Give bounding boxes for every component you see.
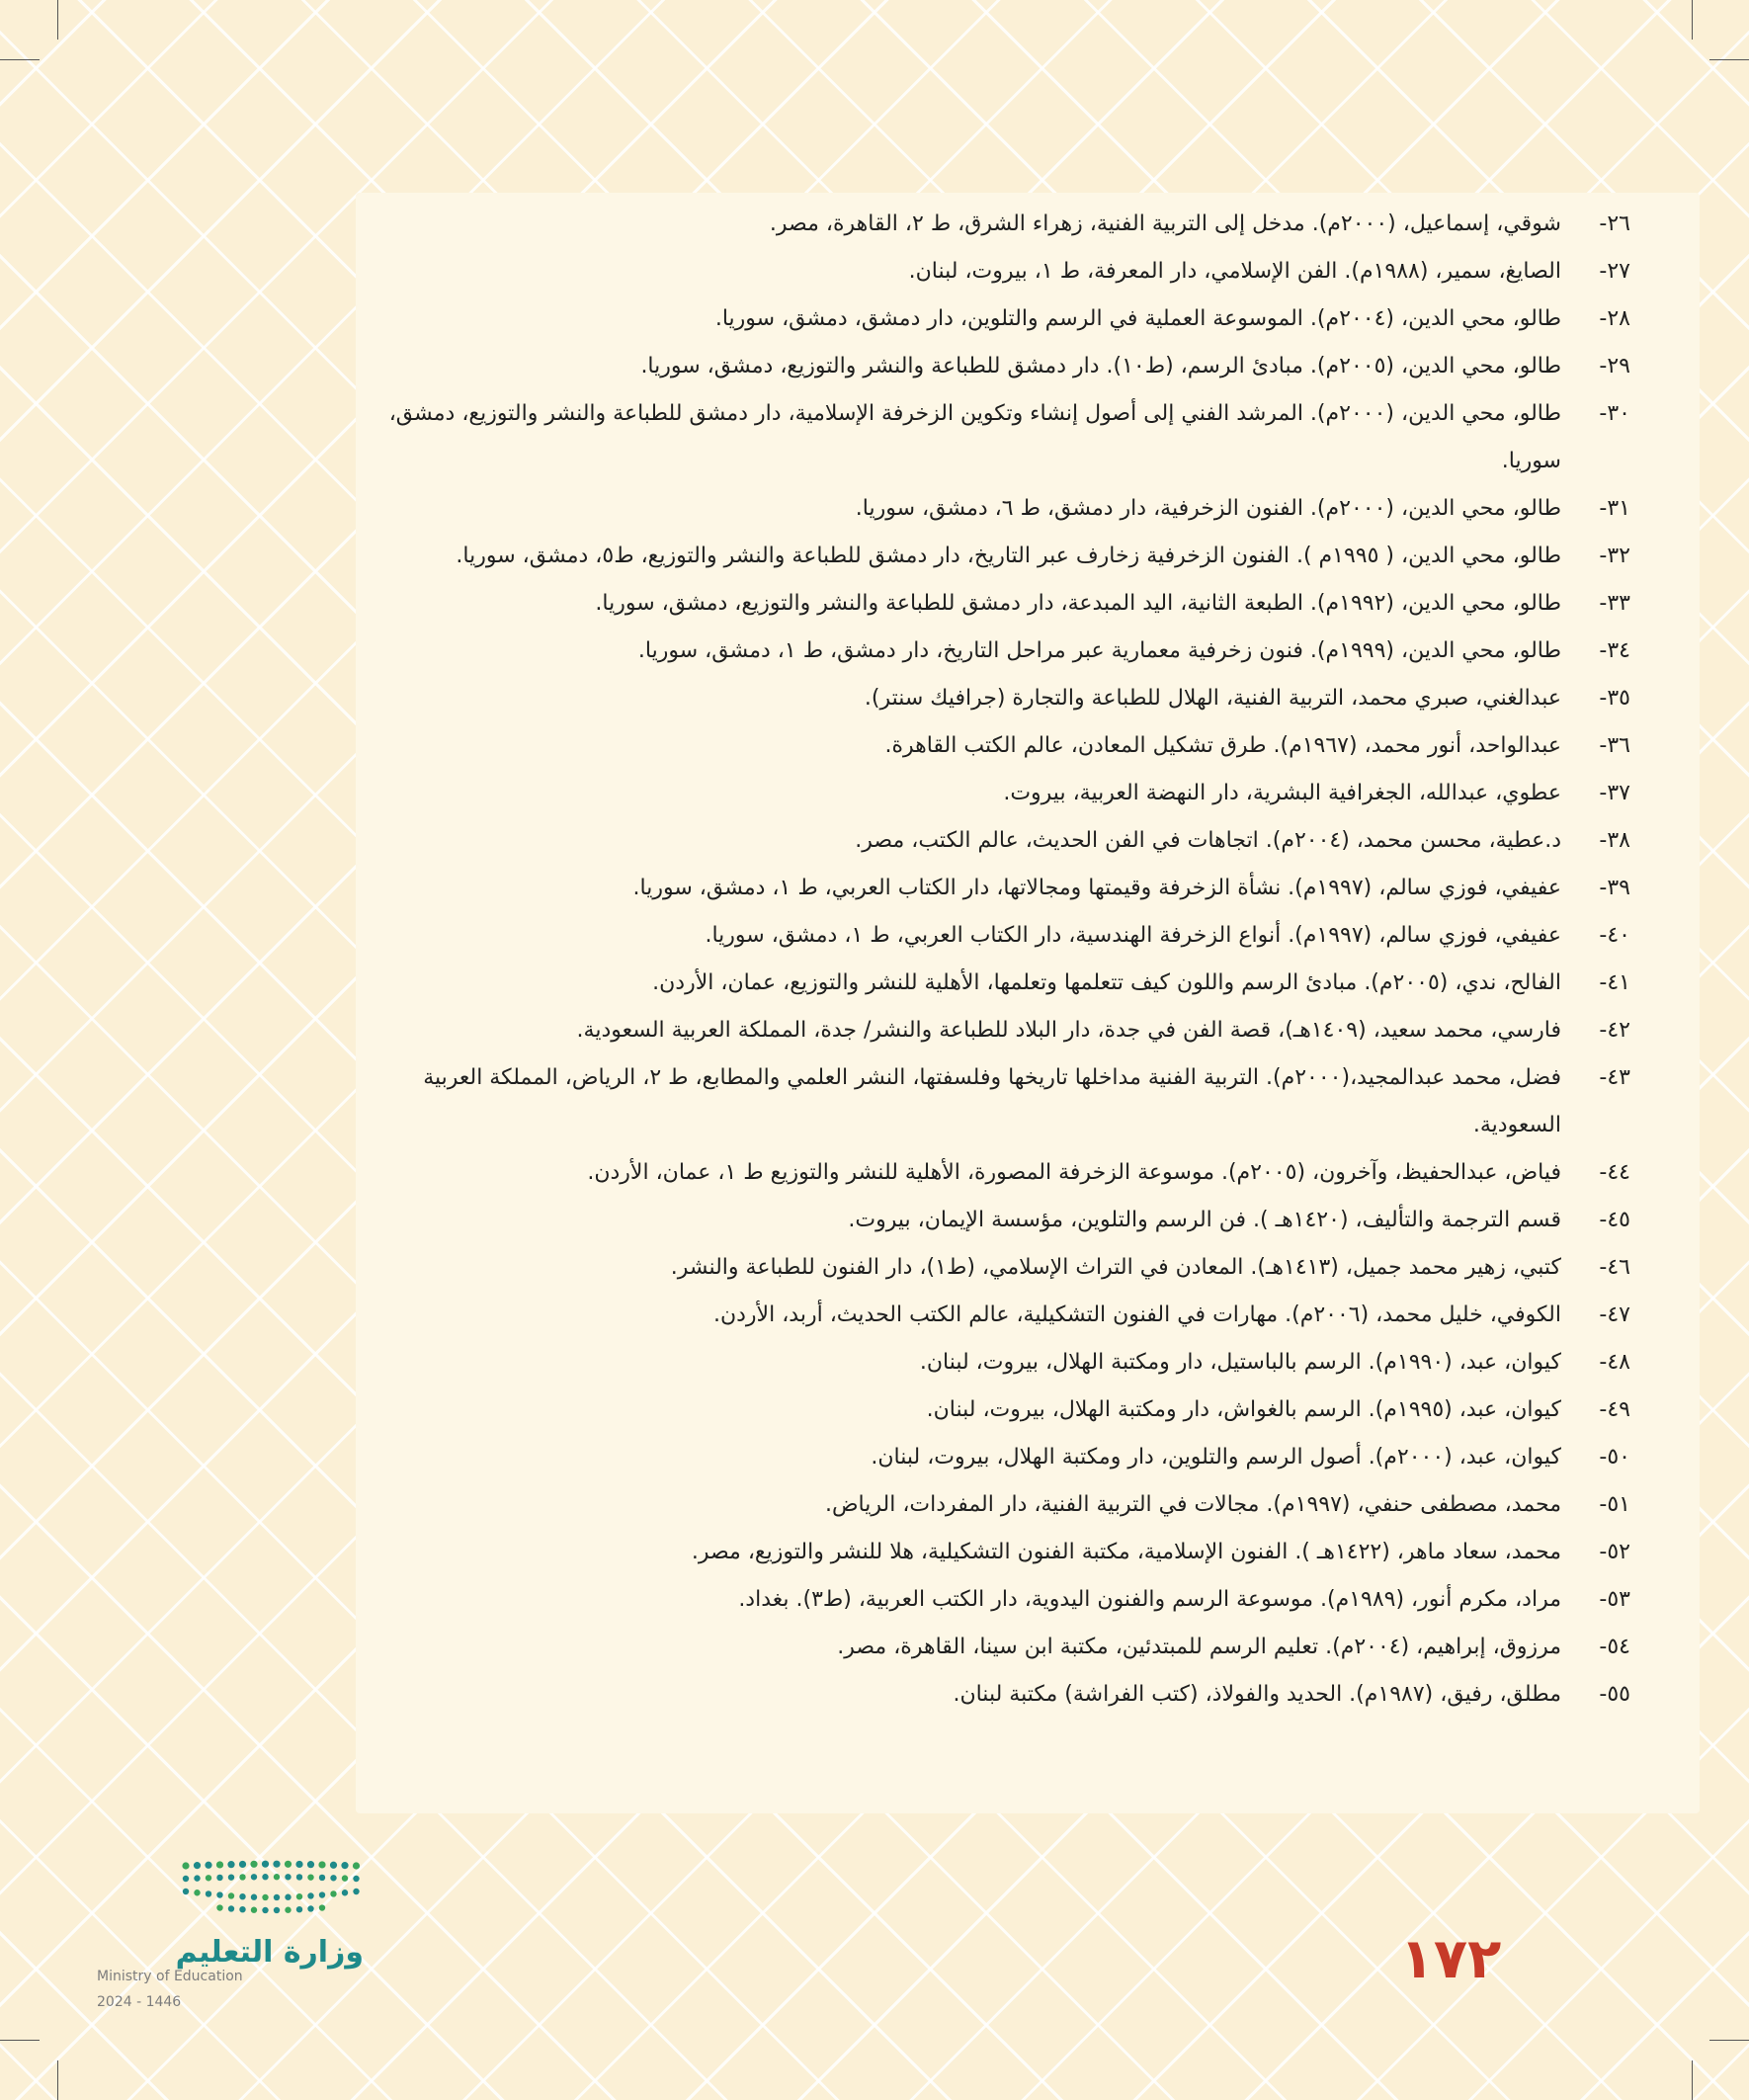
logo-dot xyxy=(353,1862,360,1869)
reference-item xyxy=(366,722,1630,770)
logo-dot xyxy=(285,1907,291,1913)
logo-dot xyxy=(239,1906,245,1912)
reference-number: ٣٢- xyxy=(1599,544,1630,568)
reference-item xyxy=(366,1481,1630,1529)
reference-number: ٤٤- xyxy=(1599,1160,1630,1185)
logo-dot xyxy=(227,1861,234,1868)
logo-dot xyxy=(239,1893,245,1899)
logo-dot xyxy=(250,1861,257,1868)
reference-text: عبدالغني، صبري محمد، التربية الفنية، الهلال للطباعة والتجارة (جرافيك سنتر). xyxy=(864,686,1561,711)
reference-item xyxy=(366,1149,1630,1197)
reference-number: ٣٤- xyxy=(1599,638,1630,663)
reference-text: كتبي، زهير محمد جميل، (١٤١٣هـ). المعادن في التراث الإسلامي، (ط١)، دار الفنون للطباعة والنشر. xyxy=(670,1255,1561,1280)
logo-dot xyxy=(262,1894,268,1900)
reference-number: ٣٧- xyxy=(1599,781,1630,805)
logo-dot xyxy=(341,1862,348,1869)
logo-dot xyxy=(319,1904,325,1910)
reference-item xyxy=(366,1671,1630,1719)
reference-number: ٥٢- xyxy=(1599,1540,1630,1564)
reference-text: طالو، محي الدين، (٢٠٠٤م). الموسوعة العملية في الرسم والتلوين، دار دمشق، دمشق، سوريا. xyxy=(714,306,1561,331)
reference-text: شوقي، إسماعيل، (٢٠٠٠م). مدخل إلى التربية الفنية، زهراء الشرق، ط ٢، القاهرة، مصر. xyxy=(769,211,1561,236)
logo-dot xyxy=(206,1890,211,1896)
page-number: ١٧٢ xyxy=(1399,1927,1502,1991)
reference-text: كيوان، عبد، (١٩٩٠م). الرسم بالباستيل، دار ومكتبة الهلال، بيروت، لبنان. xyxy=(919,1350,1561,1375)
reference-number: ٥٥- xyxy=(1599,1682,1630,1707)
ministry-year: 2024 - 1446 xyxy=(97,1994,182,2010)
logo-dot xyxy=(307,1861,314,1868)
reference-text: طالو، محي الدين، (٢٠٠٠م). الفنون الزخرفية، دار دمشق، ط ٦، دمشق، سوريا. xyxy=(855,496,1561,521)
reference-item xyxy=(366,1434,1630,1481)
reference-text: فارسي، محمد سعيد، (١٤٠٩هـ)، قصة الفن في جدة، دار البلاد للطباعة والنشر/ جدة، المملكة العربية السعودية. xyxy=(576,1018,1561,1043)
logo-dot xyxy=(274,1894,280,1900)
logo-dot xyxy=(330,1875,336,1881)
reference-number: ٤٠- xyxy=(1599,923,1630,948)
reference-number: ٤٩- xyxy=(1599,1397,1630,1422)
logo-dot xyxy=(285,1894,291,1900)
reference-item xyxy=(366,770,1630,817)
logo-dot xyxy=(285,1861,292,1868)
reference-item xyxy=(366,1386,1630,1434)
logo-dot xyxy=(182,1862,189,1869)
logo-dot xyxy=(251,1907,257,1913)
logo-dot xyxy=(330,1890,336,1896)
reference-item xyxy=(366,1339,1630,1386)
crop-mark-top-right-h xyxy=(1709,59,1749,60)
reference-text: د.عطية، محسن محمد، (٢٠٠٤م). اتجاهات في الفن الحديث، عالم الكتب، مصر. xyxy=(855,828,1561,853)
reference-number: ٣١- xyxy=(1599,496,1630,521)
reference-number: ٤٦- xyxy=(1599,1255,1630,1280)
reference-item xyxy=(366,1197,1630,1244)
logo-dot xyxy=(273,1861,280,1868)
reference-item xyxy=(366,580,1630,628)
logo-dot xyxy=(285,1874,291,1880)
reference-text: الفالح، ندي، (٢٠٠٥م). مبادئ الرسم واللون كيف تتعلمها وتعلمها، الأهلية للنشر والتوزيع، عمان، الأردن. xyxy=(652,970,1561,995)
reference-item xyxy=(366,1529,1630,1576)
reference-text: فياض، عبدالحفيظ، وآخرون، (٢٠٠٥م). موسوعة الزخرفة المصورة، الأهلية للنشر والتوزيع ط ١، عمان، الأردن. xyxy=(587,1160,1561,1185)
logo-dot xyxy=(342,1875,348,1881)
logo-dot xyxy=(239,1861,246,1868)
reference-number: ٥٤- xyxy=(1599,1635,1630,1659)
ministry-name-ar: وزارة التعليم xyxy=(175,1935,364,1970)
logo-dot xyxy=(228,1892,234,1898)
logo-dot xyxy=(319,1891,325,1897)
logo-dot xyxy=(239,1874,245,1880)
ministry-dots-icon xyxy=(180,1858,368,1917)
reference-number: ٣٦- xyxy=(1599,733,1630,758)
logo-dot xyxy=(262,1907,268,1913)
reference-number: ٣٥- xyxy=(1599,686,1630,711)
logo-dot xyxy=(262,1874,268,1880)
reference-item xyxy=(366,295,1630,343)
ministry-logo xyxy=(95,1858,372,2056)
logo-dot xyxy=(307,1874,313,1880)
logo-dot xyxy=(274,1907,280,1913)
ministry-name-en: Ministry of Education xyxy=(97,1969,243,1984)
reference-item xyxy=(366,533,1630,580)
logo-dot xyxy=(307,1892,313,1898)
reference-number: ٣٠- xyxy=(1599,401,1630,426)
reference-number: ٥١- xyxy=(1599,1492,1630,1517)
reference-number: ٤٣- xyxy=(1599,1065,1630,1090)
reference-list xyxy=(366,201,1630,1719)
reference-item xyxy=(366,343,1630,390)
reference-number: ٤٥- xyxy=(1599,1208,1630,1232)
reference-item xyxy=(366,1292,1630,1339)
reference-text: الكوفي، خليل محمد، (٢٠٠٦م). مهارات في الفنون التشكيلية، عالم الكتب الحديث، أربد، الأردن. xyxy=(712,1302,1561,1327)
logo-dot xyxy=(216,1891,222,1897)
reference-item xyxy=(366,248,1630,295)
logo-dot xyxy=(194,1862,201,1869)
logo-dot xyxy=(183,1889,189,1894)
reference-text: مرزوق، إبراهيم، (٢٠٠٤م). تعليم الرسم للمبتدئين، مكتبة ابن سينا، القاهرة، مصر. xyxy=(837,1635,1561,1659)
reference-text: كيوان، عبد، (٢٠٠٠م). أصول الرسم والتلوين، دار ومكتبة الهلال، بيروت، لبنان. xyxy=(871,1445,1561,1470)
reference-number: ٢٧- xyxy=(1599,259,1630,284)
logo-dot xyxy=(216,1875,222,1881)
reference-item xyxy=(366,628,1630,675)
logo-dot xyxy=(262,1861,269,1868)
reference-item xyxy=(366,201,1630,248)
reference-text: كيوان، عبد، (١٩٩٥م). الرسم بالغواش، دار ومكتبة الهلال، بيروت، لبنان. xyxy=(926,1397,1561,1422)
reference-item xyxy=(366,1054,1630,1149)
reference-text: محمد، سعاد ماهر، (١٤٢٢هـ ). الفنون الإسلامية، مكتبة الفنون التشكيلية، هلا للنشر والتوزيع، مصر. xyxy=(691,1540,1561,1564)
reference-text: عبدالواحد، أنور محمد، (١٩٦٧م). طرق تشكيل المعادن، عالم الكتب القاهرة. xyxy=(884,733,1561,758)
reference-number: ٥٣- xyxy=(1599,1587,1630,1612)
logo-dot xyxy=(194,1875,200,1881)
reference-item xyxy=(366,865,1630,912)
logo-dot xyxy=(296,1893,302,1899)
reference-number: ٢٩- xyxy=(1599,354,1630,378)
logo-dot xyxy=(296,1906,302,1912)
reference-text: عطوي، عبدالله، الجغرافية البشرية، دار النهضة العربية، بيروت. xyxy=(1003,781,1561,805)
logo-dot xyxy=(251,1894,257,1900)
logo-dot xyxy=(353,1876,359,1882)
logo-dot xyxy=(251,1874,257,1880)
reference-text: طالو، محي الدين، (١٩٩٢م). الطبعة الثانية، اليد المبدعة، دار دمشق للطباعة والنشر والتوزيع، دمشق، سوريا. xyxy=(595,591,1561,616)
reference-text: محمد، مصطفى حنفي، (١٩٩٧م). مجالات في التربية الفنية، دار المفردات، الرياض. xyxy=(824,1492,1561,1517)
reference-item xyxy=(366,1624,1630,1671)
crop-mark-top-left-v xyxy=(57,0,58,40)
crop-mark-top-right-v xyxy=(1692,0,1693,40)
reference-number: ٢٨- xyxy=(1599,306,1630,331)
reference-text: طالو، محي الدين، (٢٠٠٠م). المرشد الفني إلى أصول إنشاء وتكوين الزخرفة الإسلامية، دار دمشق للطباعة والنشر والتوزيع، دمشق، سوريا. xyxy=(388,401,1561,473)
reference-text: طالو، محي الدين، (٢٠٠٥م). مبادئ الرسم، (ط١٠). دار دمشق للطباعة والنشر والتوزيع، دمشق، سوريا. xyxy=(640,354,1561,378)
reference-text: عفيفي، فوزي سالم، (١٩٩٧م). أنواع الزخرفة الهندسية، دار الكتاب العربي، ط ١، دمشق، سوريا. xyxy=(705,923,1561,948)
reference-item xyxy=(366,912,1630,960)
logo-dot xyxy=(228,1874,234,1880)
reference-item xyxy=(366,1576,1630,1624)
crop-mark-bottom-left-h xyxy=(0,2040,40,2041)
logo-dot xyxy=(296,1874,302,1880)
logo-dot xyxy=(206,1875,211,1881)
reference-item xyxy=(366,390,1630,485)
logo-dot xyxy=(295,1861,302,1868)
logo-dot xyxy=(342,1890,348,1895)
reference-number: ٢٦- xyxy=(1599,211,1630,236)
logo-dot xyxy=(353,1889,359,1894)
reference-item xyxy=(366,675,1630,722)
logo-dot xyxy=(319,1875,325,1881)
reference-number: ٥٠- xyxy=(1599,1445,1630,1470)
reference-number: ٤٧- xyxy=(1599,1302,1630,1327)
logo-dot xyxy=(228,1905,234,1911)
reference-number: ٣٩- xyxy=(1599,876,1630,900)
crop-mark-bottom-left-v xyxy=(57,2060,58,2100)
reference-item xyxy=(366,817,1630,865)
reference-item xyxy=(366,960,1630,1007)
reference-item xyxy=(366,485,1630,533)
reference-item xyxy=(366,1244,1630,1292)
reference-text: الصايغ، سمير، (١٩٨٨م). الفن الإسلامي، دار المعرفة، ط ١، بيروت، لبنان. xyxy=(908,259,1561,284)
logo-dot xyxy=(216,1904,222,1910)
reference-number: ٣٣- xyxy=(1599,591,1630,616)
reference-text: مطلق، رفيق، (١٩٨٧م). الحديد والفولاذ، (كتب الفراشة) مكتبة لبنان. xyxy=(953,1682,1561,1707)
logo-dot xyxy=(194,1890,200,1895)
reference-text: طالو، محي الدين، ( ١٩٩٥م ). الفنون الزخرفية زخارف عبر التاريخ، دار دمشق للطباعة والنشر والتوزيع، ط٥، دمشق، سوريا. xyxy=(456,544,1561,568)
reference-text: طالو، محي الدين، (١٩٩٩م). فنون زخرفية معمارية عبر مراحل التاريخ، دار دمشق، ط ١، دمشق، سوريا. xyxy=(637,638,1561,663)
reference-text: مراد، مكرم أنور، (١٩٨٩م). موسوعة الرسم والفنون اليدوية، دار الكتب العربية، (ط٣). بغداد. xyxy=(738,1587,1561,1612)
reference-text: عفيفي، فوزي سالم، (١٩٩٧م). نشأة الزخرفة وقيمتها ومجالاتها، دار الكتاب العربي، ط ١، دمشق، سوريا. xyxy=(632,876,1561,900)
reference-item xyxy=(366,1007,1630,1054)
logo-dot xyxy=(183,1876,189,1882)
logo-dot xyxy=(216,1861,223,1868)
reference-text: فضل، محمد عبدالمجيد،(٢٠٠٠م). التربية الفنية مداخلها تاريخها وفلسفتها، النشر العلمي والمطابع، ط ٢، الرياض، المملكة العربية السعودية. xyxy=(423,1065,1561,1137)
logo-dot xyxy=(205,1862,211,1869)
crop-mark-bottom-right-v xyxy=(1692,2060,1693,2100)
reference-number: ٣٨- xyxy=(1599,828,1630,853)
logo-dot xyxy=(318,1861,325,1868)
reference-number: ٤٢- xyxy=(1599,1018,1630,1043)
crop-mark-top-left-h xyxy=(0,59,40,60)
logo-dot xyxy=(330,1862,337,1869)
logo-dot xyxy=(274,1874,280,1880)
reference-number: ٤٨- xyxy=(1599,1350,1630,1375)
reference-number: ٤١- xyxy=(1599,970,1630,995)
reference-text: قسم الترجمة والتأليف، (١٤٢٠هـ ). فن الرسم والتلوين، مؤسسة الإيمان، بيروت. xyxy=(848,1208,1561,1232)
crop-mark-bottom-right-h xyxy=(1709,2040,1749,2041)
logo-dot xyxy=(307,1905,313,1911)
